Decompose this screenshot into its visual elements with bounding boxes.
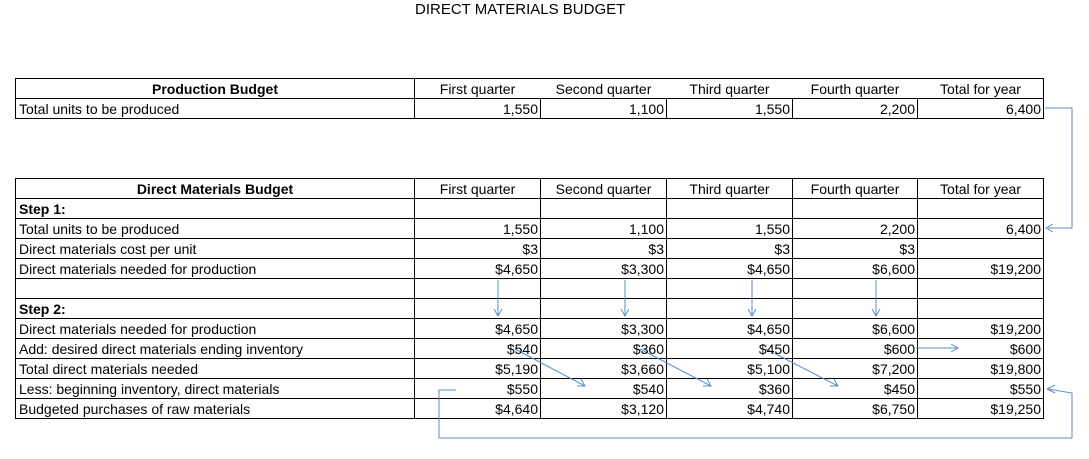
table-cell: $540 — [632, 381, 664, 397]
dm-col-q4: Fourth quarter — [810, 181, 900, 197]
table-row-label: Direct materials cost per unit — [19, 241, 197, 257]
table-row-label: Less: beginning inventory, direct materials — [19, 381, 280, 397]
table-cell: $360 — [758, 381, 790, 397]
pb-col-q3: Third quarter — [689, 81, 770, 97]
table-cell: $3,300 — [621, 261, 664, 277]
dm-col-q3: Third quarter — [689, 181, 770, 197]
table-row-label: Direct materials needed for production — [19, 261, 257, 277]
dm-col-q2: Second quarter — [555, 181, 652, 197]
pb-col-q2: Second quarter — [555, 81, 652, 97]
table-cell: $4,650 — [747, 261, 790, 277]
table-cell: $3,120 — [621, 401, 664, 417]
table-cell: $5,100 — [747, 361, 790, 377]
pb-q1-value: 1,550 — [502, 101, 538, 117]
table-cell: $19,250 — [990, 401, 1041, 417]
table-cell: $3,300 — [621, 321, 664, 337]
table-cell: $4,650 — [747, 321, 790, 337]
table-cell: $3 — [899, 241, 915, 257]
table-cell — [918, 239, 1043, 259]
pb-col-q4: Fourth quarter — [810, 81, 900, 97]
pb-col-q1: First quarter — [439, 81, 516, 97]
table-cell: $19,200 — [990, 321, 1041, 337]
dm-col-total: Total for year — [940, 181, 1021, 197]
table-cell: $3 — [648, 241, 664, 257]
table-cell: $6,750 — [872, 401, 915, 417]
table-cell: $360 — [632, 341, 664, 357]
pb-q3-value: 1,550 — [754, 101, 790, 117]
table-cell: $6,600 — [872, 261, 915, 277]
table-row-label: Budgeted purchases of raw materials — [19, 401, 251, 417]
table-cell: $550 — [506, 381, 538, 397]
table-cell: 1,550 — [754, 221, 790, 237]
pb-q2-value: 1,100 — [628, 101, 664, 117]
table-cell: $3,660 — [621, 361, 664, 377]
table-cell: $4,640 — [495, 401, 538, 417]
table-cell: $540 — [506, 341, 538, 357]
table-cell: $550 — [1009, 381, 1041, 397]
table-cell: $6,600 — [872, 321, 915, 337]
table-cell: $600 — [883, 341, 915, 357]
table-cell: $4,650 — [495, 321, 538, 337]
table-cell: $4,650 — [495, 261, 538, 277]
table-cell: $4,740 — [747, 401, 790, 417]
table-cell: $450 — [758, 341, 790, 357]
pb-total-value: 6,400 — [1005, 101, 1041, 117]
table-row-label: Total units to be produced — [19, 221, 180, 237]
pb-q4-value: 2,200 — [879, 101, 915, 117]
title-text: DIRECT MATERIALS BUDGET — [415, 1, 626, 18]
table-cell: $7,200 — [872, 361, 915, 377]
production-budget-header: Production Budget — [152, 81, 278, 97]
table-cell: $600 — [1009, 341, 1041, 357]
table-cell: $3 — [774, 241, 790, 257]
table-cell: $5,190 — [495, 361, 538, 377]
step2-label: Step 2: — [19, 301, 66, 317]
table-row-label: Add: desired direct materials ending inventory — [19, 341, 304, 357]
table-cell: $19,800 — [990, 361, 1041, 377]
table-cell: 2,200 — [879, 221, 915, 237]
pb-row-label: Total units to be produced — [19, 101, 180, 117]
units-link-line — [1045, 108, 1072, 228]
step1-label: Step 1: — [19, 201, 66, 217]
table-cell: 1,100 — [628, 221, 664, 237]
dm-budget-header: Direct Materials Budget — [136, 181, 294, 197]
table-row-label: Total direct materials needed — [19, 361, 198, 377]
table-cell: 6,400 — [1005, 221, 1041, 237]
table-row-label: Direct materials needed for production — [19, 321, 257, 337]
table-cell: $19,200 — [990, 261, 1041, 277]
pb-col-total: Total for year — [940, 81, 1021, 97]
table-cell: $450 — [883, 381, 915, 397]
dm-col-q1: First quarter — [439, 181, 516, 197]
table-cell: $3 — [522, 241, 538, 257]
table-cell: 1,550 — [502, 221, 538, 237]
